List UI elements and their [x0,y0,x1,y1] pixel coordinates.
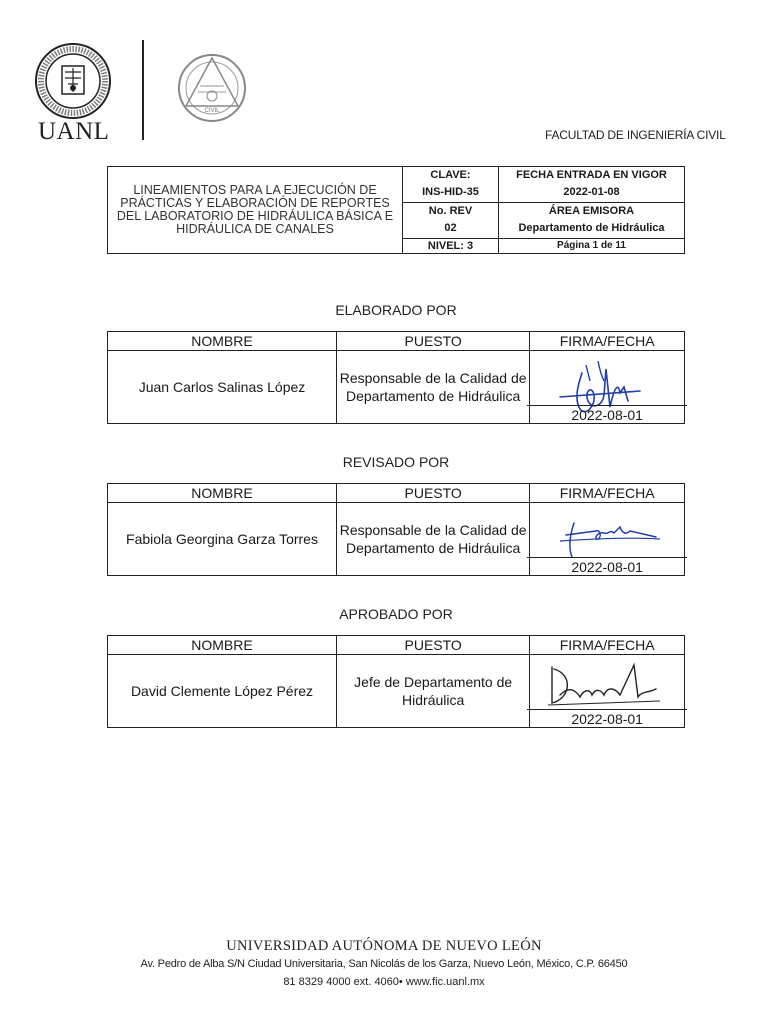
approval-table-aprobado [107,635,685,728]
column-header-signature: FIRMA/FECHA [530,636,685,655]
faculty-name: FACULTAD DE INGENIERÍA CIVIL [545,128,726,142]
signature-date: 2022-08-01 [527,709,687,728]
signer-position: Responsable de la Calidad de Departamento de Hidráulica [336,351,529,424]
nivel-cell: NIVEL: 3 [403,238,499,253]
section-title-revisado: REVISADO POR [342,454,450,470]
clave-value: INS-HID-35 [422,186,479,199]
header-divider [142,40,144,140]
signer-name: Fabiola Georgina Garza Torres [108,503,337,576]
clave-label: CLAVE: [430,169,471,182]
document-title: LINEAMIENTOS PARA LA EJECUCIÓN DE PRÁCTICAS Y ELABORACIÓN DE REPORTES DEL LABORATORIO DE HIDRÁULICA BÁSICA E HIDRÁULICA DE CANALES [108,167,403,254]
signature-cell [530,503,685,576]
area-emisora-cell [499,202,685,238]
fic-civil-logo [176,52,248,124]
approval-table-revisado [107,483,685,576]
signer-name: Juan Carlos Salinas López [108,351,337,424]
column-header-name: NOMBRE [108,332,337,351]
column-header-name: NOMBRE [108,484,337,503]
section-title-aprobado: APROBADO POR [339,606,453,622]
signature-cell [530,655,685,728]
area-emisora-value: Departamento de Hidráulica [518,222,665,235]
footer-address: Av. Pedro de Alba S/N Ciudad Universitaria, San Nicolás de los Garza, Nuevo León, México, C.P. 66450 [140,958,628,970]
fecha-vigor-value: 2022-01-08 [563,186,620,199]
footer-contact: 81 8329 4000 ext. 4060• www.fic.uanl.mx [283,976,485,988]
section-title-elaborado: ELABORADO POR [335,302,457,318]
footer-university-name: UNIVERSIDAD AUTÓNOMA DE NUEVO LEÓN [226,938,542,954]
column-header-name: NOMBRE [108,636,337,655]
revision-value: 02 [444,222,457,235]
uanl-wordmark: UANL [38,118,110,145]
fecha-vigor-label: FECHA ENTRADA EN VIGOR [516,169,667,182]
column-header-signature: FIRMA/FECHA [530,332,685,351]
column-header-position: PUESTO [336,636,529,655]
clave-cell [403,167,499,203]
signature-date: 2022-08-01 [527,405,687,424]
document-info-table [107,166,685,254]
column-header-position: PUESTO [336,332,529,351]
uanl-seal-logo [34,42,112,120]
column-header-signature: FIRMA/FECHA [530,484,685,503]
page-number-cell: Página 1 de 11 [499,238,685,253]
approval-table-elaborado [107,331,685,424]
signer-name: David Clemente López Pérez [108,655,337,728]
signer-position: Responsable de la Calidad de Departamento de Hidráulica [336,503,529,576]
svg-text:CIVIL: CIVIL [204,108,220,114]
fecha-vigor-cell [499,167,685,203]
revision-label: No. REV [428,205,473,218]
column-header-position: PUESTO [336,484,529,503]
signature-cell [530,351,685,424]
signature-date: 2022-08-01 [527,557,687,576]
area-emisora-label: ÁREA EMISORA [548,205,635,218]
signer-position: Jefe de Departamento de Hidráulica [336,655,529,728]
revision-cell [403,202,499,238]
